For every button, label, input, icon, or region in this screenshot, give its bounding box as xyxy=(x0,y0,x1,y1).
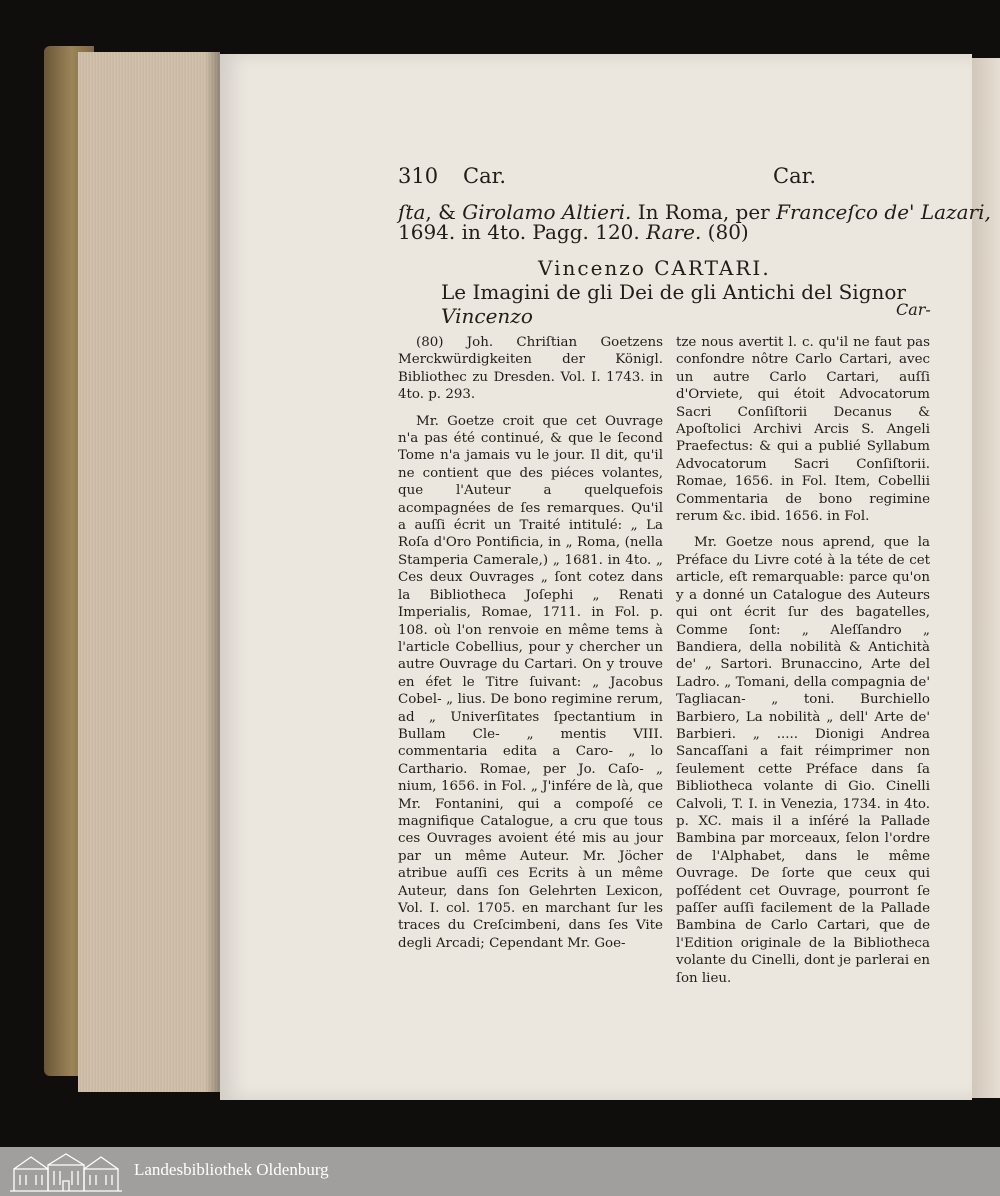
running-head-left: Car. xyxy=(463,164,506,188)
body-paragraph: Mr. Goetze croit que cet Ouvrage n'a pas été continué, & que le ſecond Tome n'a jamais vu le jour. Il dit, qu'il ne contient que des piéces volantes, que l'Auteur a quelquefois acompagnées de ſes remarques. Qu'il a auſſi écrit un Traité intitulé: „ La Roſa d'Oro Pontificia, in „ Roma, (nella Stamperia Camerale,) „ 1681. in 4to. „ Ces deux Ouvrages „ ſont cotez dans la Bibliotheca Joſephi „ Renati Imperialis, Romae, 1711. in Fol. p. 108. où l'on renvoie en même tems à l'article Cobellius, pour y chercher un autre Ouvrage du Cartari. On y trouve en éfet le Titre ſuivant: „ Jacobus Cobel- „ lius. De bono regimine rerum, ad „ Univerſitates ſpectantium in Bullam Cle- „ mentis VIII. commentaria edita a Caro- „ lo Carthario. Romae, per Jo. Caſo- „ nium, 1656. in Fol. „ J'infére de là, que Mr. Fontanini, qui a compoſé ce magnifique Catalogue, a cru que tous ces Ouvrages avoient été mis au jour par un même Auteur. Mr. Jöcher atribue auſſi ces Ecrits à un même Auteur, dans ſon Gelehrten Lexicon, Vol. I. col. 1705. en marchant ſur les traces du Creſcimbeni, dans ſes Vite degli Arcadi; Cependant Mr. Goe- xyxy=(398,413,663,951)
page-block-edge xyxy=(78,52,220,1092)
right-column xyxy=(676,334,930,987)
running-head-right: Car. xyxy=(773,164,816,188)
footer-bar xyxy=(0,1147,1000,1196)
top-entry-line-1: ſta, & Girolamo Altieri. In Roma, per Franceſco de' Lazari, xyxy=(398,200,991,224)
library-building-icon xyxy=(8,1151,124,1193)
left-column xyxy=(398,334,663,952)
institution-name: Landesbibliothek Oldenburg xyxy=(134,1160,329,1179)
footnote-paragraph: (80) Joh. Chriſtian Goetzens Merckwürdigkeiten der Königl. Bibliothec zu Dresden. Vol. I. 1743. in 4to. p. 293. xyxy=(398,335,663,403)
page-number: 310 xyxy=(398,164,439,188)
body-paragraph: Mr. Goetze nous aprend, que la Préface du Livre coté à la téte de cet article, eſt remarquable: parce qu'on y a donné un Catalogue des Auteurs qui ont écrit ſur des bagatelles, Comme ſont: „ Aleſſandro „ Bandiera, della nobilità & Antichità de' „ Sartori. Brunaccino, Arte del Ladro. „ Tomani, della compagnia de' Tagliacan- „ toni. Burchiello Barbiero, La nobilità „ dell' Arte de' Barbieri. „ ..... Dionigi Andrea Sancaſſani a fait réimprimer non ſeulement cette Préface dans ſa Bibliotheca volante di Gio. Cinelli Calvoli, T. I. in Venezia, 1734. in 4to. p. XC. mais il a inſéré la Pallade Bambina par morceaux, ſelon l'ordre de l'Alphabet, dans le même Ouvrage. De ſorte que ceux qui poſſédent cet Ouvrage, pourront ſe paſſer auſſi facilement de la Pallade Bambina de Carlo Cartari, que de l'Edition originale de la Bibliotheca volante du Cinelli, dont je parlerai en ſon lieu. xyxy=(676,535,930,986)
entry-author-heading: Vincenzo CARTARI. xyxy=(538,256,771,280)
body-paragraph: tze nous avertit l. c. qu'il ne faut pas confondre nôtre Carlo Cartari, avec un autre Carlo Cartari, auſſi d'Orviete, qui étoit Advocatorum Sacri Conſiſtorii Decanus & Apoſtolici Archivi Arcis S. Angeli Praefectus: & qui a publié Syllabum Advocatorum Sacri Conſiſtorii. Romae, 1656. in Fol. Item, Cobellii Commentaria de bono regimine rerum &c. ibid. 1656. in Fol. xyxy=(676,335,930,525)
top-entry-line-2: 1694. in 4to. Pagg. 120. Rare. (80) xyxy=(398,220,749,244)
entry-title: Le Imagini de gli Dei de gli Antichi del Signor Vincenzo xyxy=(441,280,906,328)
catchword: Car- xyxy=(896,300,931,319)
